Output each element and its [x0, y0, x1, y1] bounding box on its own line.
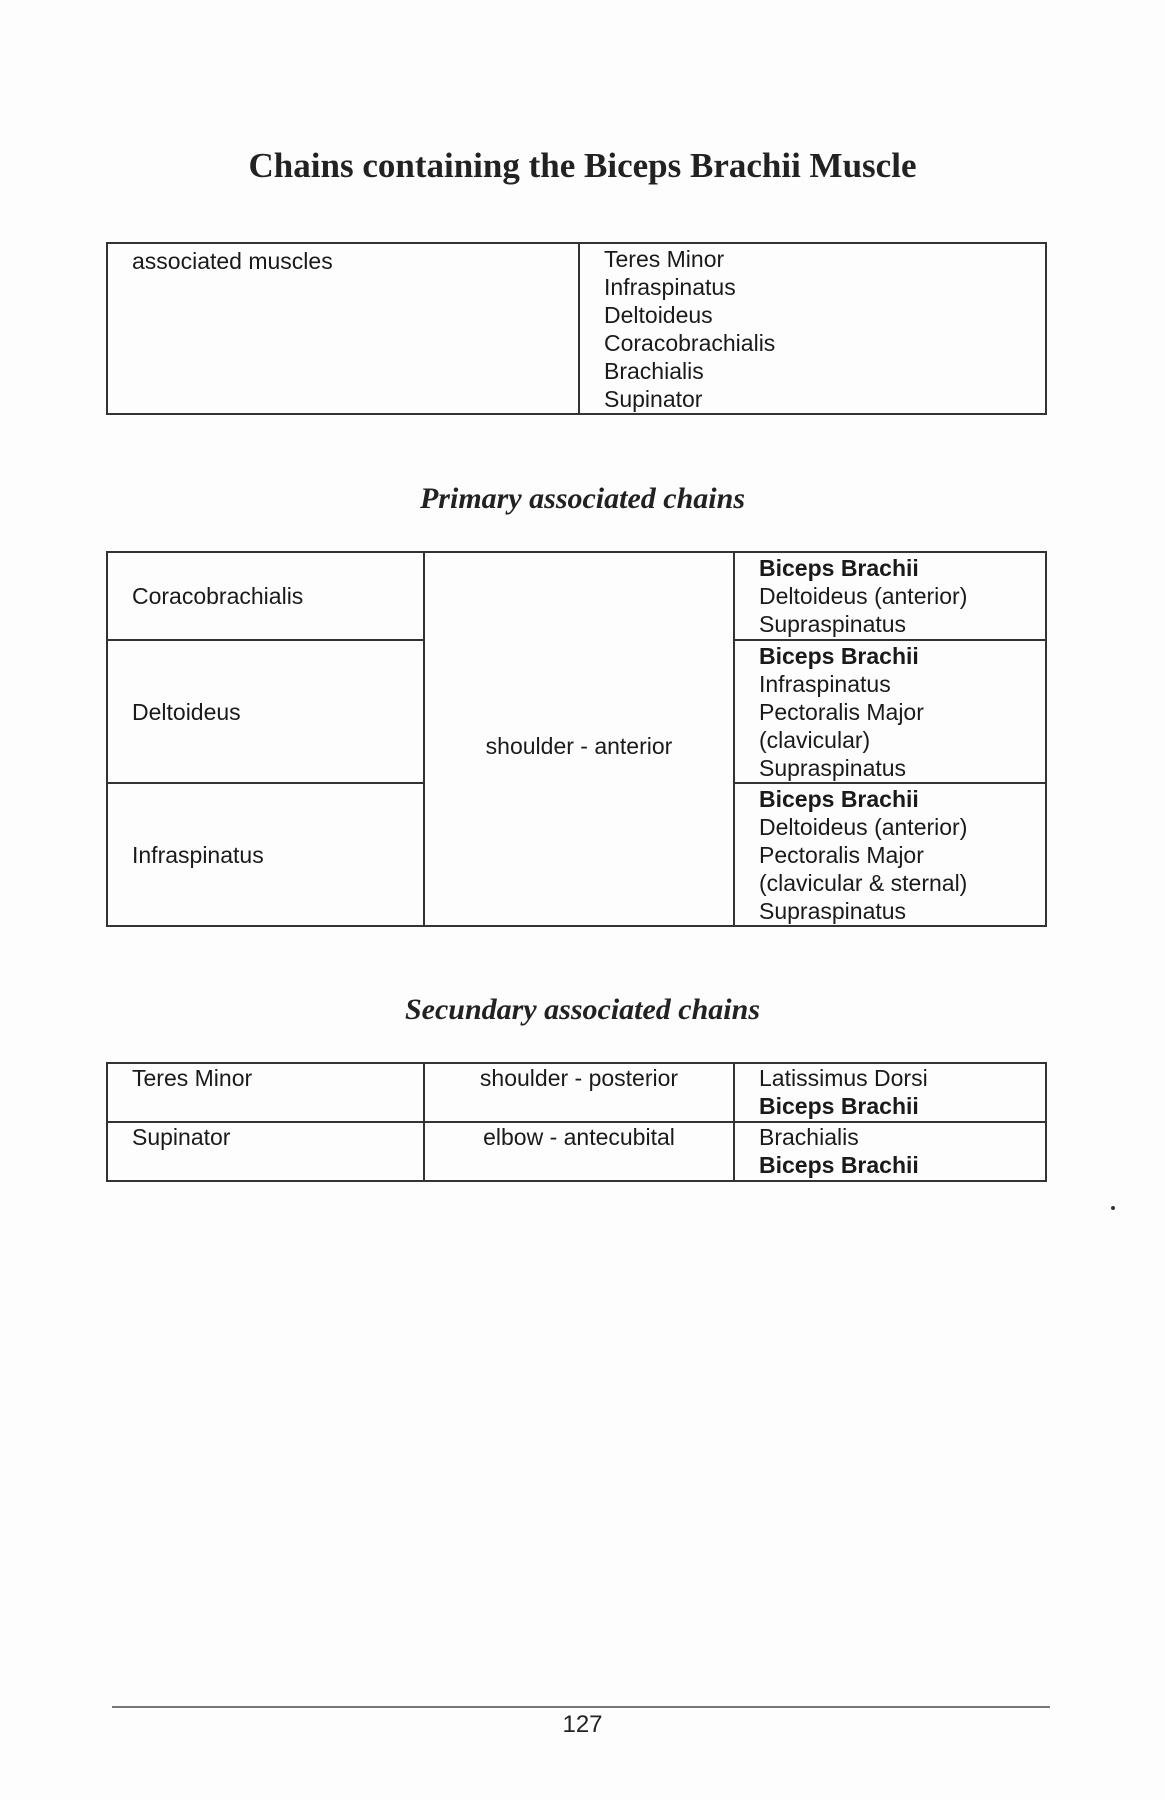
- chain-item: (clavicular): [759, 727, 871, 753]
- associated-label: associated muscles: [132, 248, 333, 274]
- primary-chain-cell: [734, 783, 1046, 926]
- associated-muscle-item: Infraspinatus: [604, 274, 736, 300]
- page-title: Chains containing the Biceps Brachii Muscle: [248, 146, 917, 185]
- primary-muscle-name: Deltoideus: [132, 698, 241, 725]
- secondary-region-cell: [424, 1122, 734, 1181]
- stray-dot: [1111, 1206, 1115, 1210]
- associated-muscle-list-cell: [579, 243, 1046, 414]
- secondary-region-cell: [424, 1063, 734, 1122]
- chain-item: (clavicular & sternal): [759, 870, 968, 896]
- secondary-muscle-name: Teres Minor: [132, 1065, 253, 1091]
- associated-muscles-table: [106, 242, 1047, 415]
- primary-region: shoulder - anterior: [485, 733, 673, 759]
- chain-item: Pectoralis Major: [759, 842, 924, 868]
- primary-muscle-cell: [107, 640, 424, 783]
- chain-item-biceps: Biceps Brachii: [759, 555, 919, 581]
- associated-muscle-item: Supinator: [604, 386, 703, 412]
- associated-label-cell: [107, 243, 579, 414]
- chain-item-biceps: Biceps Brachii: [759, 643, 919, 669]
- secondary-heading: Secundary associated chains: [404, 993, 761, 1026]
- chain-item: Deltoideus (anterior): [759, 583, 968, 609]
- primary-muscle-cell: [107, 783, 424, 926]
- primary-heading: Primary associated chains: [419, 482, 745, 515]
- secondary-muscle-name: Supinator: [132, 1124, 231, 1150]
- primary-region-cell: [424, 552, 734, 926]
- chain-item: Infraspinatus: [759, 671, 891, 697]
- chain-item: Brachialis: [759, 1124, 859, 1150]
- footer-divider: [112, 1706, 1050, 1708]
- chain-item: Supraspinatus: [759, 898, 907, 924]
- primary-muscle-name: Coracobrachialis: [132, 583, 304, 609]
- associated-muscle-item: Deltoideus: [604, 302, 713, 328]
- chain-item: Supraspinatus: [759, 755, 907, 781]
- secondary-chain-cell: [734, 1063, 1046, 1122]
- secondary-muscle-cell: [107, 1063, 424, 1122]
- secondary-muscle-cell: [107, 1122, 424, 1181]
- page-number: 127: [562, 1711, 603, 1738]
- chain-item-biceps: Biceps Brachii: [759, 1152, 919, 1178]
- associated-muscle-item: Brachialis: [604, 358, 704, 384]
- primary-muscle-name: Infraspinatus: [132, 841, 264, 868]
- chain-item: Deltoideus (anterior): [759, 814, 968, 840]
- associated-muscle-item: Teres Minor: [604, 246, 725, 272]
- primary-chains-table: [106, 551, 1047, 927]
- chain-item: Supraspinatus: [759, 611, 907, 637]
- associated-muscle-item: Coracobrachialis: [604, 330, 776, 356]
- primary-muscle-cell: [107, 552, 424, 640]
- chain-item-biceps: Biceps Brachii: [759, 1093, 919, 1119]
- secondary-chain-cell: [734, 1122, 1046, 1181]
- secondary-region: shoulder - posterior: [479, 1065, 679, 1091]
- chain-item: Latissimus Dorsi: [759, 1065, 928, 1091]
- secondary-chains-table: [106, 1062, 1047, 1182]
- chain-item: Pectoralis Major: [759, 699, 924, 725]
- primary-chain-cell: [734, 640, 1046, 783]
- secondary-region: elbow - antecubital: [483, 1124, 675, 1150]
- primary-chain-cell: [734, 552, 1046, 640]
- chain-item-biceps: Biceps Brachii: [759, 786, 919, 812]
